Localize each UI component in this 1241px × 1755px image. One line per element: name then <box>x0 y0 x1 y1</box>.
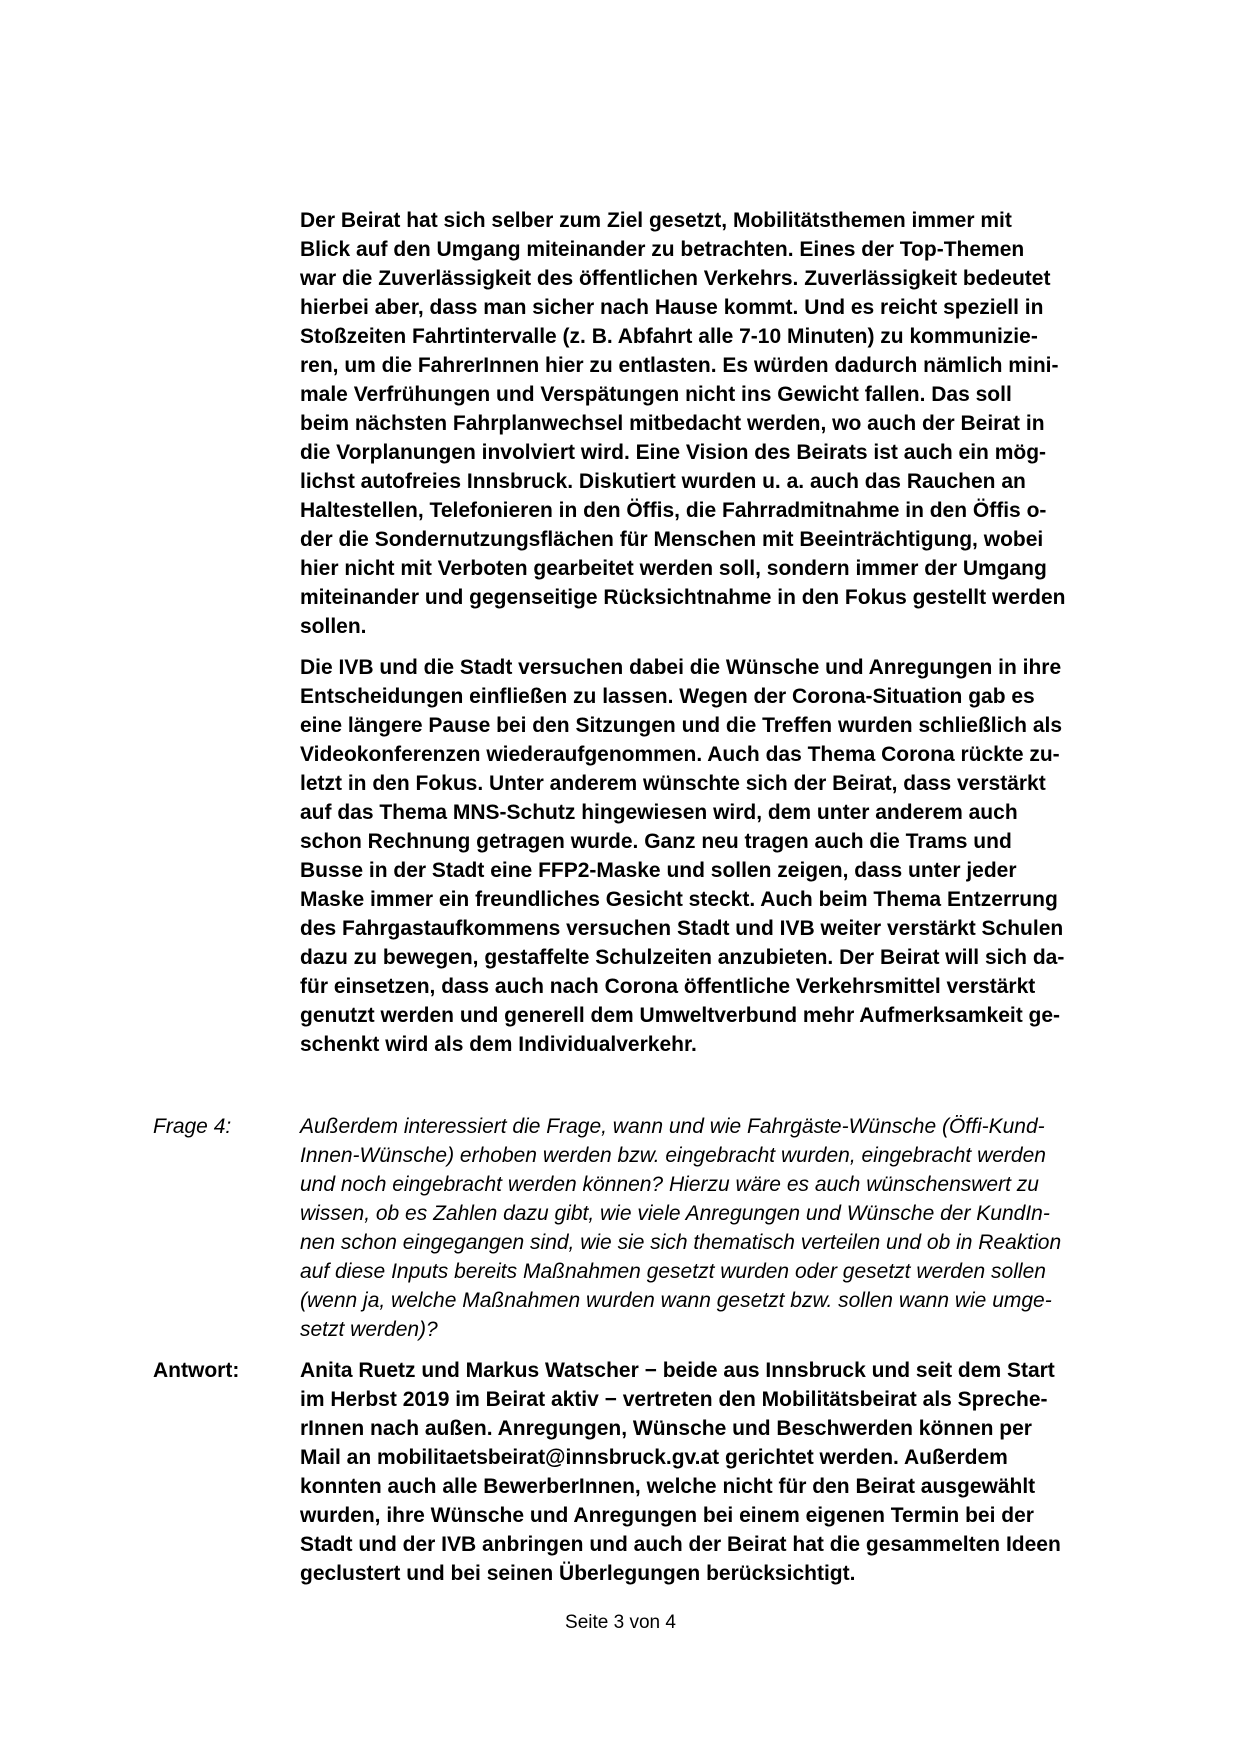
answer-line: Anita Ruetz und Markus Watscher − beide aus Innsbruck und seit dem Start <box>300 1359 1055 1382</box>
paragraph-line: Blick auf den Umgang miteinander zu betrachten. Eines der Top-Themen <box>300 238 1025 261</box>
paragraph-line: hier nicht mit Verboten gearbeitet werden soll, sondern immer der Umgang <box>300 557 1047 580</box>
answer-line: im Herbst 2019 im Beirat aktiv − vertreten den Mobilitätsbeirat als Spreche- <box>300 1388 1048 1411</box>
paragraph-line: eine längere Pause bei den Sitzungen und die Treffen wurden schließlich als <box>300 714 1063 737</box>
paragraph-line: Haltestellen, Telefonieren in den Öffis, die Fahrradmitnahme in den Öffis o- <box>300 499 1047 522</box>
paragraph-line: letzt in den Fokus. Unter anderem wünschte sich der Beirat, dass verstärkt <box>300 772 1046 795</box>
paragraph-line: sollen. <box>300 615 367 638</box>
paragraph-line: ren, um die FahrerInnen hier zu entlasten. Es würden dadurch nämlich mini- <box>300 354 1059 377</box>
answer-line: wurden, ihre Wünsche und Anregungen bei einem eigenen Termin bei der <box>300 1504 1034 1527</box>
paragraph-line: dazu zu bewegen, gestaffelte Schulzeiten anzubieten. Der Beirat will sich da- <box>300 946 1065 969</box>
paragraph-line: Der Beirat hat sich selber zum Ziel gesetzt, Mobilitätsthemen immer mit <box>300 209 1012 232</box>
paragraph-line: war die Zuverlässigkeit des öffentlichen Verkehrs. Zuverlässigkeit bedeutet <box>300 267 1051 290</box>
paragraph-line: genutzt werden und generell dem Umweltverbund mehr Aufmerksamkeit ge- <box>300 1004 1061 1027</box>
question-line: nen schon eingegangen sind, wie sie sich thematisch verteilen und ob in Reaktion <box>300 1231 1062 1254</box>
paragraph-line: auf das Thema MNS-Schutz hingewiesen wird, dem unter anderem auch <box>300 801 1018 824</box>
paragraph-line: des Fahrgastaufkommens versuchen Stadt und IVB weiter verstärkt Schulen <box>300 917 1064 940</box>
question-line: (wenn ja, welche Maßnahmen wurden wann gesetzt bzw. sollen wann wie umge- <box>300 1289 1052 1312</box>
answer-line: geclustert und bei seinen Überlegungen berücksichtigt. <box>300 1562 856 1585</box>
answer-line: Mail an mobilitaetsbeirat@innsbruck.gv.at gerichtet werden. Außerdem <box>300 1446 1008 1469</box>
paragraph-line: Entscheidungen einfließen zu lassen. Wegen der Corona-Situation gab es <box>300 685 1035 708</box>
question-line: auf diese Inputs bereits Maßnahmen gesetzt wurden oder gesetzt werden sollen <box>300 1260 1046 1283</box>
paragraph-line: Maske immer ein freundliches Gesicht steckt. Auch beim Thema Entzerrung <box>300 888 1058 911</box>
paragraph-line: hierbei aber, dass man sicher nach Hause kommt. Und es reicht speziell in <box>300 296 1044 319</box>
paragraph-line: male Verfrühungen und Verspätungen nicht ins Gewicht fallen. Das soll <box>300 383 1012 406</box>
paragraph-line: Die IVB und die Stadt versuchen dabei die Wünsche und Anregungen in ihre <box>300 656 1062 679</box>
answer-line: konnten auch alle BewerberInnen, welche nicht für den Beirat ausgewählt <box>300 1475 1036 1498</box>
paragraph-line: Stoßzeiten Fahrtintervalle (z. B. Abfahrt alle 7-10 Minuten) zu kommunizie- <box>300 325 1038 348</box>
paragraph-line: Busse in der Stadt eine FFP2-Maske und sollen zeigen, dass unter jeder <box>300 859 1017 882</box>
question-line: Außerdem interessiert die Frage, wann und wie Fahrgäste-Wünsche (Öffi-Kund- <box>300 1115 1045 1138</box>
paragraph-line: der die Sondernutzungsflächen für Menschen mit Beeinträchtigung, wobei <box>300 528 1044 551</box>
paragraph-line: schon Rechnung getragen wurde. Ganz neu tragen auch die Trams und <box>300 830 1012 853</box>
paragraph-line: die Vorplanungen involviert wird. Eine Vision des Beirats ist auch ein mög- <box>300 441 1047 464</box>
question-label: Frage 4: <box>153 1115 232 1138</box>
question-line: wissen, ob es Zahlen dazu gibt, wie viele Anregungen und Wünsche der KundIn- <box>300 1202 1050 1225</box>
question-line: und noch eingebracht werden können? Hierzu wäre es auch wünschenswert zu <box>300 1173 1039 1196</box>
question-line: Innen-Wünsche) erhoben werden bzw. eingebracht wurden, eingebracht werden <box>300 1144 1046 1167</box>
answer-line: rInnen nach außen. Anregungen, Wünsche und Beschwerden können per <box>300 1417 1032 1440</box>
paragraph-line: schenkt wird als dem Individualverkehr. <box>300 1033 697 1056</box>
question-line: setzt werden)? <box>300 1318 438 1341</box>
answer-label: Antwort: <box>153 1359 240 1382</box>
paragraph-line: lichst autofreies Innsbruck. Diskutiert wurden u. a. auch das Rauchen an <box>300 470 1026 493</box>
page-number: Seite 3 von 4 <box>565 1612 676 1633</box>
paragraph-line: beim nächsten Fahrplanwechsel mitbedacht werden, wo auch der Beirat in <box>300 412 1045 435</box>
answer-line: Stadt und der IVB anbringen und auch der Beirat hat die gesammelten Ideen <box>300 1533 1061 1556</box>
paragraph-line: Videokonferenzen wiederaufgenommen. Auch das Thema Corona rückte zu- <box>300 743 1060 766</box>
paragraph-line: für einsetzen, dass auch nach Corona öffentliche Verkehrsmittel verstärkt <box>300 975 1036 998</box>
paragraph-line: miteinander und gegenseitige Rücksichtnahme in den Fokus gestellt werden <box>300 586 1066 609</box>
